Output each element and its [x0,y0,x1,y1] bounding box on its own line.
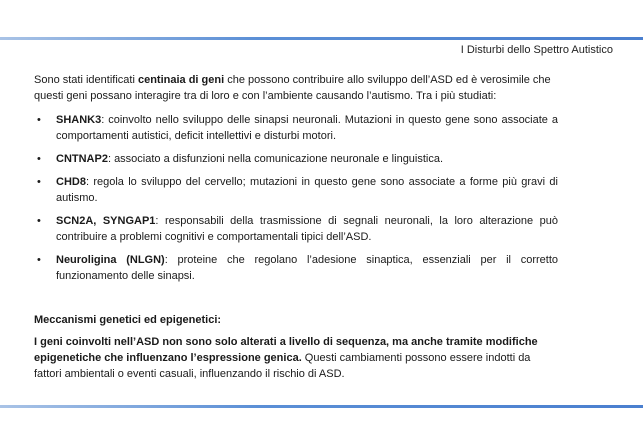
intro-bold: centinaia di geni [137,74,225,86]
gene-term: SCN2A, SYNGAP1 [56,215,156,227]
gene-description: : proteine che regolano l’adesione sinaptica, essenziali per il corretto funzionamento delle sinapsi. [56,254,559,282]
intro-paragraph [34,72,558,104]
bullet-icon: • [37,176,41,188]
gene-term: CNTNAP2 [56,153,108,165]
gene-description: : associato a disfunzioni nella comunicazione neuronale e linguistica. [107,153,444,165]
intro-text-after: che possono contribuire allo sviluppo dell’ASD ed è verosimile che questi geni possano interagire tra di loro e con l’ambiente causando l’autismo. Tra i più studiati: [34,74,551,102]
list-item [34,151,558,167]
bullet-icon: • [37,153,41,165]
bullet-icon: • [37,114,41,126]
gene-term: Neuroligina (NLGN) [56,254,165,266]
gene-description: : responsabili della trasmissione di segnali neuronali, la loro alterazione può contribuire a problemi cognitivi e comportamentali tipici dell’ASD. [56,215,558,243]
list-item [34,174,558,206]
list-item [34,112,558,144]
section-heading: Meccanismi genetici ed epigenetici: [34,314,222,326]
section-bold: I geni coinvolti nell’ASD non sono solo alterati a livello di sequenza, ma anche tramite modifiche epigenetiche che influenzano l’espressione genica. [34,336,538,364]
bullet-icon: • [37,254,41,266]
section-text: Questi cambiamenti possono essere indotti da fattori ambientali o eventi casuali, influenzando il rischio di ASD. [34,352,531,380]
section-paragraph [34,334,558,382]
header-divider [0,37,643,40]
footer-divider [0,405,643,408]
gene-list [34,112,558,284]
gene-term: CHD8 [56,176,86,188]
gene-description: : regola lo sviluppo del cervello; mutazioni in questo gene sono associate a forme più gravi di autismo. [56,176,558,204]
list-item [34,213,558,245]
list-item [34,252,558,284]
gene-description: : coinvolto nello sviluppo delle sinapsi neuronali. Mutazioni in questo gene sono associate a comportamenti autistici, deficit intellettivi e disturbi motori. [56,114,558,142]
intro-text-before: Sono stati identificati [34,74,138,86]
main-content [34,72,558,382]
header-title: I Disturbi dello Spettro Autistico [460,44,613,56]
bullet-icon: • [37,215,41,227]
gene-term: SHANK3 [56,114,102,126]
